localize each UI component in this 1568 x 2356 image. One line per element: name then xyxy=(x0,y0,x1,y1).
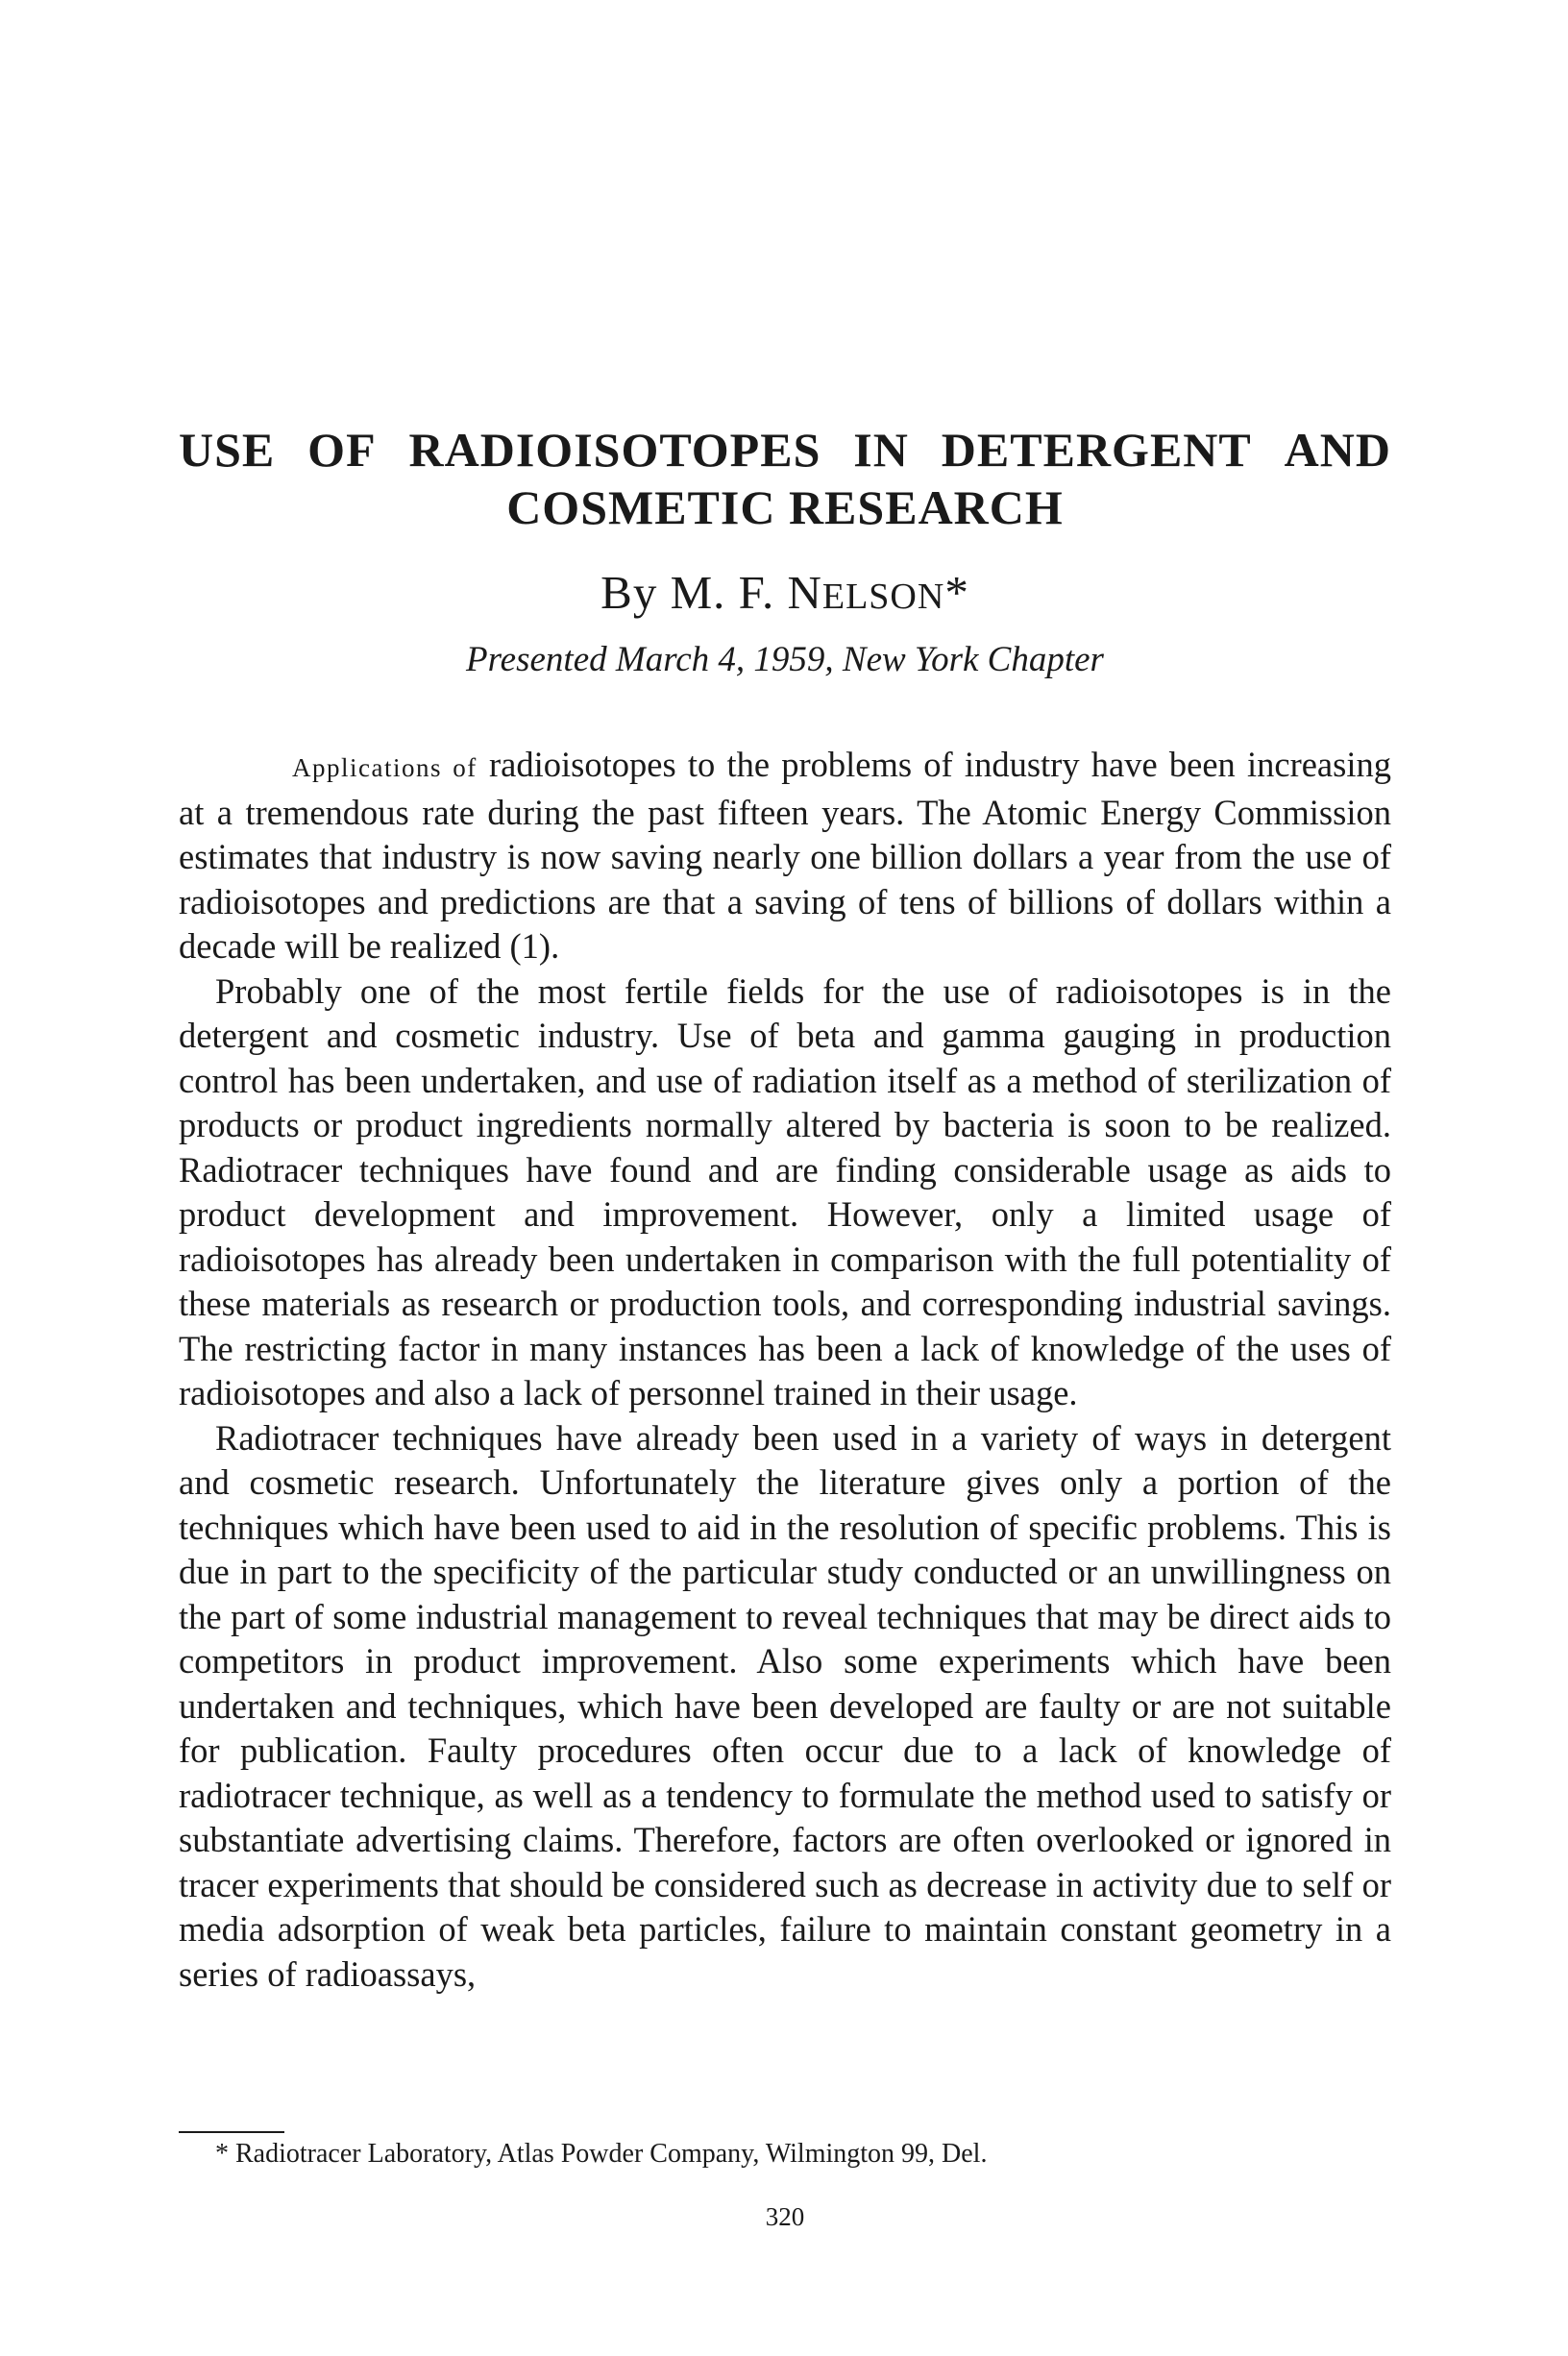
footnote-divider xyxy=(179,2131,284,2133)
paragraph-1 xyxy=(179,743,1391,969)
title-word: AND xyxy=(1284,423,1391,477)
title-word: USE xyxy=(179,423,276,477)
title-line-2: COSMETIC RESEARCH xyxy=(506,480,1064,534)
title-word: DETERGENT xyxy=(941,423,1252,477)
author-byline xyxy=(179,564,1391,626)
presented-line: Presented March 4, 1959, New York Chapter xyxy=(466,640,1104,679)
byline-small-caps: ELSON xyxy=(821,577,945,617)
paragraph-2: Probably one of the most fertile fields for the use of radioisotopes is in the detergent and cosmetic industry. Use of beta and gamma gauging in production control has been undertaken, and use of radiation itself as a method of sterilization of products or product ingredients normally altered by bacteria is soon to be realized. Radiotracer techniques have found and are finding considerable usage as aids to product development and improvement. However, only a limited usage of radioisotopes has already been undertaken in comparison with the full potentiality of these materials as research or production tools, and corresponding industrial savings. The restricting factor in many instances has been a lack of knowledge of the uses of radioisotopes and also a lack of personnel trained in their usage. xyxy=(179,970,1391,1412)
title-word: RADIOISOTOPES xyxy=(408,423,821,477)
footnote: * Radiotracer Laboratory, Atlas Powder Company, Wilmington 99, Del. xyxy=(215,2139,988,2169)
paragraph-3: Radiotracer techniques have already been used in a variety of ways in detergent and cosmetic research. Unfortunately the literature gives only a portion of the techniques which have been used to aid in the resolution of specific problems. This is due in part to the specificity of the particular study conducted or an unwillingness on the part of some industrial management to reveal techniques that may be direct aids to competitors in product improvement. Also some experiments which have been undertaken and techniques, which have been developed are faulty or are not suitable for publication. Faulty procedures often occur due to a lack of knowledge of radiotracer technique, as well as a tendency to formulate the method used to satisfy or substantiate advertising claims. Therefore, factors are often overlooked or ignored in tracer experiments that should be considered such as decrease in activity due to self or media adsorption of weak beta particles, failure to maintain constant geometry in a series of radioassays, xyxy=(179,1417,1391,1994)
article-body xyxy=(179,743,1391,1997)
lead-small-caps: Applications of xyxy=(292,753,478,782)
title-word: OF xyxy=(307,423,377,477)
byline-prefix: By M. F. N xyxy=(600,566,822,619)
footnote-marker: * xyxy=(944,566,969,619)
title-word: IN xyxy=(853,423,909,477)
page-number: 320 xyxy=(765,2202,805,2231)
paragraph-1-text: radioisotopes to the problems of industry have been increasing at a tremendous rate during the past fifteen years. The Atomic Energy Commission estimates that industry is now saving nearly one billion dollars a year from the use of radioisotopes and predictions are that a saving of tens of billions of dollars within a decade will be realized (1). xyxy=(179,745,1391,966)
title-line-1 xyxy=(179,421,1391,479)
